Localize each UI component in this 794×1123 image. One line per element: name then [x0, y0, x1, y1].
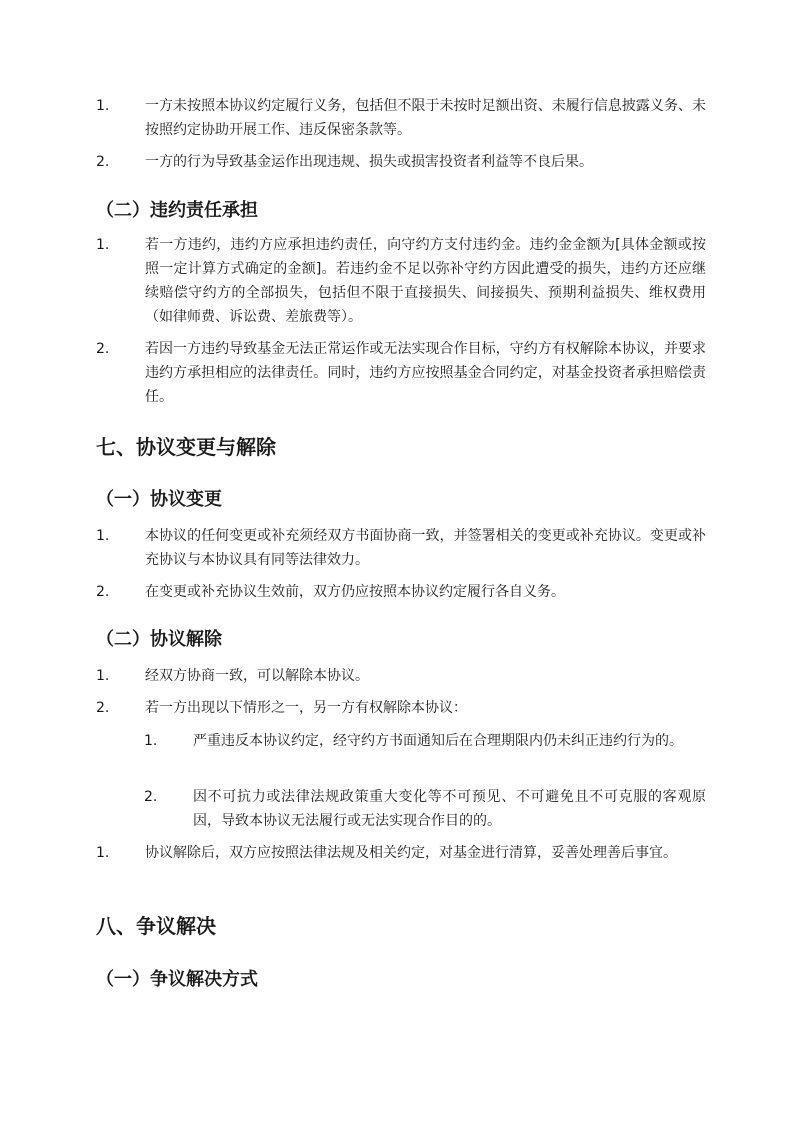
sub-list-item [144, 785, 706, 833]
list-item-text: 若一方违约，违约方应承担违约责任，向守约方支付违约金。违约金金额为[具体金额或按照一定计算方式确定的金额]。若违约金不足以弥补守约方因此遭受的损失，违约方还应继续赔偿守约方的全部损失，包括但不限于直接损失、间接损失、预期利益损失、维权费用（如律师费、诉讼费、差旅费等）。 [145, 237, 706, 325]
list-item [96, 664, 706, 688]
section-heading: 八、争议解决 [96, 914, 216, 938]
section-subheading: （一）协议变更 [96, 489, 222, 510]
list-number: 2. [144, 789, 158, 805]
list-item [96, 524, 706, 572]
list-number: 1. [96, 845, 110, 861]
list-item-text: 严重违反本协议约定，经守约方书面通知后在合理期限内仍未纠正违约行为的。 [193, 733, 683, 749]
section-subheading: （一）争议解决方式 [96, 969, 258, 990]
section-subheading: （二）协议解除 [96, 629, 222, 650]
list-item-text: 一方未按照本协议约定履行义务，包括但不限于未按时足额出资、未履行信息披露义务、未按照约定协助开展工作、违反保密条款等。 [145, 98, 706, 138]
list-number: 2. [96, 584, 110, 600]
list-number: 1. [96, 668, 110, 684]
list-item-text: 在变更或补充协议生效前，双方仍应按照本协议约定履行各自义务。 [145, 584, 565, 600]
list-item [96, 233, 706, 329]
list-item [96, 841, 706, 865]
section-subheading: （二）违约责任承担 [96, 200, 258, 221]
sub-list-item [144, 729, 706, 753]
list-number: 2. [96, 700, 110, 716]
list-item-text: 经双方协商一致，可以解除本协议。 [145, 668, 369, 684]
list-item-text: 因不可抗力或法律法规政策重大变化等不可预见、不可避免且不可克服的客观原因，导致本协议无法履行或无法实现合作目的的。 [193, 789, 706, 829]
list-number: 1. [96, 98, 110, 114]
list-item [96, 94, 706, 142]
section-heading: 七、协议变更与解除 [96, 435, 276, 459]
list-item [96, 696, 706, 720]
list-item [96, 150, 706, 174]
list-number: 1. [96, 528, 110, 544]
list-number: 2. [96, 341, 110, 357]
list-item-text: 本协议的任何变更或补充须经双方书面协商一致，并签署相关的变更或补充协议。变更或补充协议与本协议具有同等法律效力。 [145, 528, 706, 568]
list-item [96, 337, 706, 409]
list-item-text: 若一方出现以下情形之一，另一方有权解除本协议： [145, 700, 467, 716]
list-item-text: 一方的行为导致基金运作出现违规、损失或损害投资者利益等不良后果。 [145, 154, 593, 170]
list-item [96, 580, 706, 604]
list-number: 1. [96, 237, 110, 253]
list-number: 2. [96, 154, 110, 170]
list-number: 1. [144, 733, 158, 749]
list-item-text: 协议解除后，双方应按照法律法规及相关约定，对基金进行清算，妥善处理善后事宜。 [145, 845, 677, 861]
list-item-text: 若因一方违约导致基金无法正常运作或无法实现合作目标，守约方有权解除本协议，并要求违约方承担相应的法律责任。同时，违约方应按照基金合同约定，对基金投资者承担赔偿责任。 [145, 341, 706, 405]
